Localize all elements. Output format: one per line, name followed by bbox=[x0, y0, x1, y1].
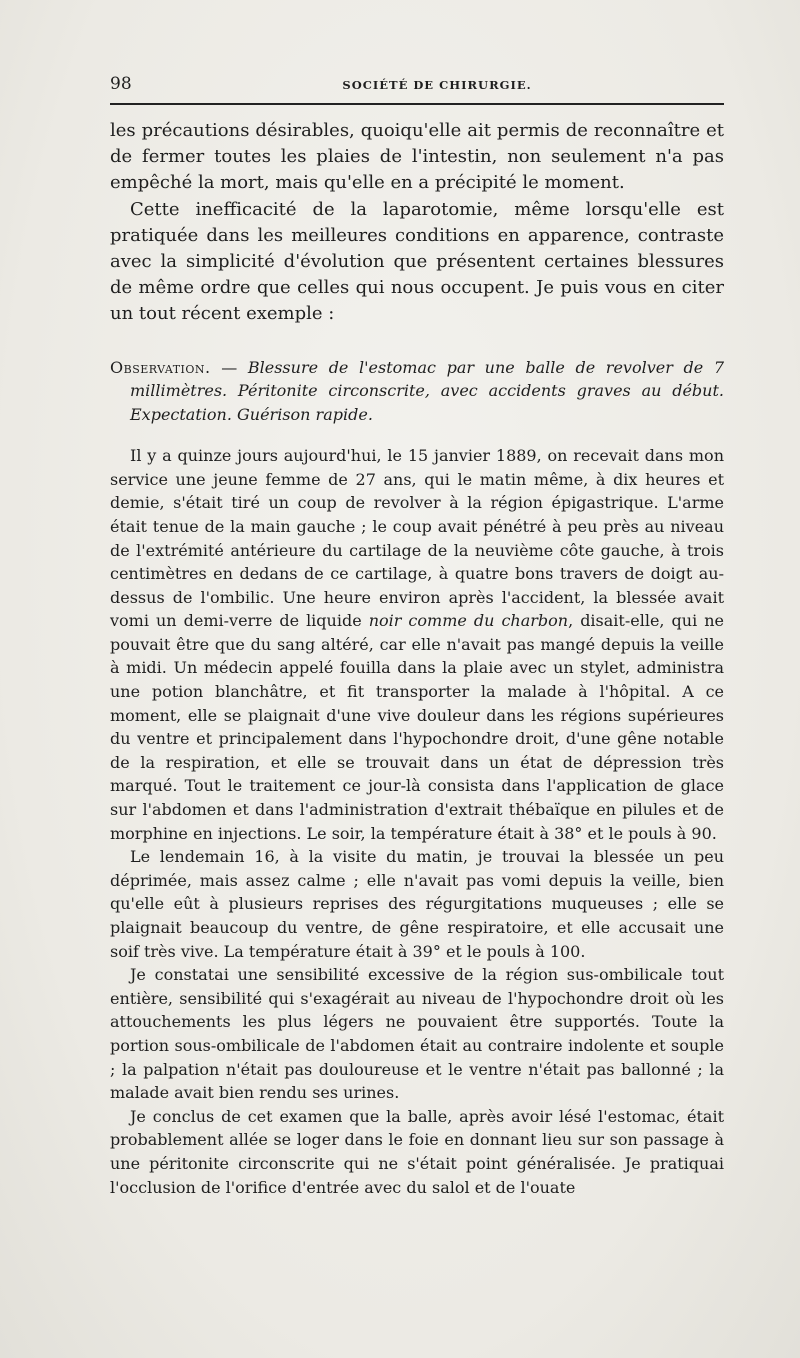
body-text bbox=[110, 118, 724, 1199]
observation-dash: — bbox=[210, 357, 248, 377]
running-title: SOCIÉTÉ DE CHIRURGIE. bbox=[342, 78, 532, 92]
case-paragraph-1-part-b: , disait-elle, qui ne pouvait être que du sang altéré, car elle n'avait pas mangé depuis la veille à midi. Un médecin appelé fouilla dans la plaie avec un stylet, administra une potion blanchâtre, et fit transporter la malade à l'hôpital. A ce moment, elle se plaignait d'une vive douleur dans les régions supérieures du ventre et principalement dans l'hypochondre droit, d'une gêne notable de la respiration, et elle se trouvait dans un état de dépression très marqué. Tout le traitement ce jour-là consista dans l'application de glace sur l'abdomen et dans l'administration d'extrait thébaïque en pilules et de morphine en injections. Le soir, la température était à 38° et le pouls à 90. bbox=[110, 611, 725, 843]
intro-section bbox=[110, 118, 724, 328]
intro-paragraph-1: les précautions désirables, quoiqu'elle ait permis de reconnaître et de fermer toutes les plaies de l'intestin, non seulement n'a pas empêché la mort, mais qu'elle en a précipité le moment. bbox=[110, 120, 724, 194]
intro-paragraph-2: Cette inefficacité de la laparotomie, même lorsqu'elle est pratiquée dans les meilleures conditions en apparence, contraste avec la simplicité d'évolution que présentent certaines blessures de même ordre que celles qui nous occupent. Je puis vous en citer un tout récent exemple : bbox=[110, 198, 724, 325]
case-paragraph-1-part-a: Il y a quinze jours aujourd'hui, le 15 janvier 1889, on recevait dans mon service une jeune femme de 27 ans, qui le matin même, à dix heures et demie, s'était tiré un coup de revolver à la région épigastrique. L'arme était tenue de la main gauche ; le coup avait pénétré à peu près au niveau de l'extrémité antérieure du cartilage de la neuvième côte gauche, à trois centimètres en dedans de ce cartilage, à quatre bons travers de doigt au-dessus de l'ombilic. Une heure environ après l'accident, la blessée avait vomi un demi-verre de liquide bbox=[110, 446, 724, 631]
case-paragraph-3: Je constatai une sensibilité excessive de la région sus-ombilicale tout entière, sensibilité qui s'exagérait au niveau de l'hypochondre droit où les attouchements les plus légers ne pouvaient être supportés. Toute la portion sous-ombilicale de l'abdomen était au contraire indolente et souple ; la palpation n'était pas douloureuse et le ventre n'était pas ballonné ; la malade avait bien rendu ses urines. bbox=[110, 965, 724, 1103]
case-paragraph-4: Je conclus de cet examen que la balle, après avoir lésé l'estomac, était probablement allée se loger dans le foie en donnant lieu sur son passage à une péritonite circonscrite qui ne s'était point généralisée. Je pratiquai l'occlusion de l'orifice d'entrée avec du salol et de l'ouate bbox=[110, 1106, 724, 1197]
case-paragraph-2: Le lendemain 16, à la visite du matin, je trouvai la blessée un peu déprimée, mais assez calme ; elle n'avait pas vomi depuis la veille, bien qu'elle eût à plusieurs reprises des régurgitations muqueuses ; elle se plaignait beaucoup du ventre, de gêne respiratoire, et elle accusait une soif très vive. La température était à 39° et le pouls à 100. bbox=[110, 847, 724, 961]
header-rule bbox=[110, 103, 724, 105]
page-header bbox=[110, 72, 724, 102]
case-report bbox=[110, 444, 724, 1199]
case-paragraph-1-italic: noir comme du charbon bbox=[368, 611, 569, 631]
observation-heading bbox=[110, 356, 724, 427]
page-number: 98 bbox=[110, 74, 132, 94]
observation-title: Blessure de l'estomac par une balle de revolver de 7 millimètres. Péritonite circonscrite, avec accidents graves au début. Expectation. Guérison rapide. bbox=[130, 357, 725, 424]
observation-label: Observation. bbox=[110, 357, 211, 377]
case-paragraph-1 bbox=[110, 444, 724, 845]
